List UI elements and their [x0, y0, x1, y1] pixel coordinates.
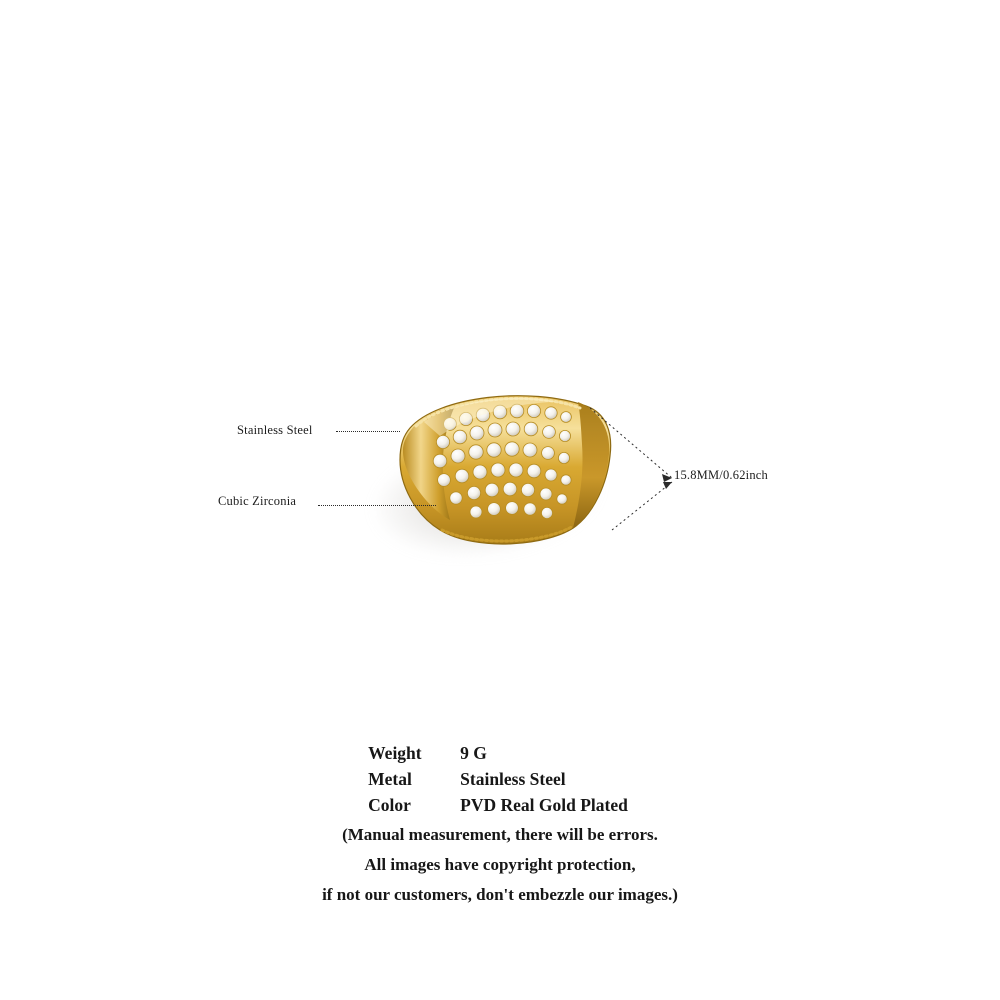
spec-value-color: PVD Real Gold Plated	[460, 795, 628, 815]
spec-row-metal	[368, 766, 628, 792]
leader-line-cubic-zirconia	[318, 505, 436, 506]
disclaimer-line-1: (Manual measurement, there will be errors.	[342, 825, 658, 844]
spec-row-color	[368, 792, 628, 818]
spec-key-metal: Metal	[368, 769, 412, 789]
spec-row-weight	[368, 740, 628, 766]
spec-value-weight: 9 G	[460, 743, 487, 763]
leader-line-stainless-steel	[336, 431, 400, 432]
spec-value-metal: Stainless Steel	[460, 769, 566, 789]
specification-table	[368, 740, 628, 818]
callout-label-size: 15.8MM/0.62inch	[674, 468, 768, 482]
spec-key-weight: Weight	[368, 743, 422, 763]
specification-block	[0, 740, 1000, 908]
disclaimer-line-3: if not our customers, don't embezzle our images.)	[322, 885, 678, 904]
callout-label-stainless-steel: Stainless Steel	[237, 423, 313, 437]
spec-key-color: Color	[368, 795, 411, 815]
disclaimer-line-2: All images have copyright protection,	[364, 855, 636, 874]
callout-label-cubic-zirconia: Cubic Zirconia	[218, 494, 297, 508]
